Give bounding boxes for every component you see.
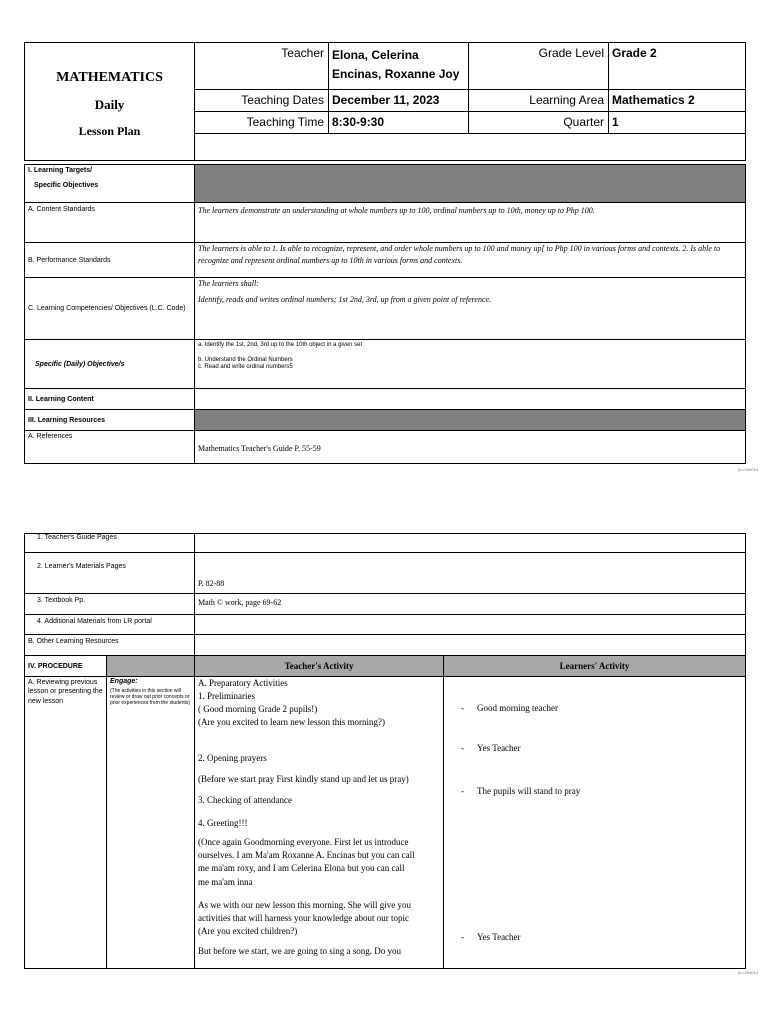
learner-line-2: - Yes Teacher — [461, 743, 521, 753]
page1-doc-id: (ILL006014 — [737, 467, 758, 472]
lm-pages-label: 2. Learner's Materials Pages — [25, 553, 195, 594]
engage-label: Engage: — [110, 678, 138, 685]
competencies-line2: Identify, reads and writes ordinal numbers; 1st 2nd, 3rd, up from a given point of reference. — [198, 295, 492, 305]
learning-content-label: II. Learning Content — [25, 389, 195, 410]
other-resources-value — [195, 635, 746, 656]
resources-procedure-table — [24, 533, 746, 969]
teaching-dates-value: December 11, 2023 — [329, 90, 469, 112]
objective-a: a. Identify the 1st, 2nd, 3rd up to the 10th object in a given set — [198, 342, 363, 348]
additional-materials-value — [195, 615, 746, 635]
objectives-table — [24, 164, 746, 464]
grade-level-label: Grade Level — [469, 43, 609, 90]
engage-note: (The activities in this section will review or draw out prior concepts or prior experiences from the students) — [110, 688, 191, 706]
teacher-line-15: (Are you excited children?) — [198, 925, 298, 936]
teacher-names — [329, 43, 469, 90]
learning-area-label: Learning Area — [469, 90, 609, 112]
teacher-name-1: Elona, Celerina — [332, 48, 419, 62]
learning-content-value — [195, 389, 746, 410]
textbook-label: 3. Textbook Pp. — [25, 594, 195, 615]
teacher-line-10: ourselves. I am Ma'am Roxanne A. Encinas but you can call — [198, 850, 415, 861]
competencies-cell — [195, 278, 746, 340]
objective-c: c. Read and write ordinal numbers5 — [198, 364, 293, 370]
teacher-line-6: (Before we start pray First kindly stand up and let us pray) — [198, 774, 409, 785]
content-standards-text: The learners demonstrate an understanding at whole numbers up to 100, ordinal numbers up to 10th, money up to Php 100. — [195, 203, 746, 243]
quarter-value: 1 — [609, 112, 746, 134]
teacher-line-1: A. Preparatory Activities — [198, 678, 288, 688]
learning-resources-shaded — [195, 410, 746, 431]
learning-area-value: Mathematics 2 — [609, 90, 746, 112]
teacher-line-9: (Once again Goodmorning everyone. First let us introduce — [198, 837, 409, 848]
references-text: Mathematics Teacher's Guide P. 55-59 — [195, 431, 746, 464]
procedure-shaded — [107, 656, 195, 677]
learner-line-4: - Yes Teacher — [461, 932, 521, 942]
header-empty-row — [195, 134, 746, 161]
tg-pages-value — [195, 534, 746, 553]
learner-activity-cell — [444, 677, 746, 969]
textbook-value: Math © work, page 69-62 — [195, 594, 746, 615]
content-standards-label: A. Content Standards — [25, 203, 195, 243]
teacher-line-2: 1. Preliminaries — [198, 691, 256, 702]
teacher-line-5: 2. Opening prayers — [198, 753, 267, 764]
teacher-line-3: ( Good morning Grade 2 pupils!) — [198, 704, 318, 715]
learner-line-1: - Good morning teacher — [461, 703, 558, 713]
references-label: A. References — [25, 431, 195, 464]
grade-level-value: Grade 2 — [609, 43, 746, 90]
reviewing-label: A. Reviewing previous lesson or presenting the new lesson — [25, 677, 107, 969]
page2-doc-id: (ILL006014 — [737, 970, 758, 975]
teacher-activity-cell — [195, 677, 444, 969]
learning-targets-line2: Specific Objectives — [34, 182, 99, 189]
performance-standards-label: B. Performance Standards — [25, 243, 195, 278]
title-daily: Daily — [94, 97, 125, 112]
learning-targets-line1: I. Learning Targets/ — [28, 167, 93, 174]
daily-objectives-label: Specific (Daily) Objective/s — [25, 340, 195, 389]
quarter-label: Quarter — [469, 112, 609, 134]
title-lesson-plan: Lesson Plan — [78, 124, 141, 138]
competencies-line1: The learners shall: — [198, 279, 259, 288]
teacher-name-2: Encinas, Roxanne Joy — [332, 67, 460, 81]
learners-activity-header: Learners' Activity — [444, 656, 746, 677]
tg-pages-label: 1. Teacher's Guide Pages — [25, 534, 195, 553]
competencies-label: C. Learning Competencies/ Objectives (L.C. Code) — [25, 278, 195, 340]
objective-b: b. Understand the Ordinal Numbers — [198, 356, 293, 363]
other-resources-label: B. Other Learning Resources — [25, 635, 195, 656]
learning-resources-label: III. Learning Resources — [25, 410, 195, 431]
title-mathematics: MATHEMATICS — [56, 70, 163, 85]
header-table — [24, 42, 746, 161]
teacher-line-12: me ma'am inna — [198, 876, 253, 887]
engage-cell — [107, 677, 195, 969]
teacher-line-8: 4. Greeting!!! — [198, 818, 248, 829]
learning-targets-shaded — [195, 165, 746, 203]
teaching-time-value: 8:30-9:30 — [329, 112, 469, 134]
teacher-line-16: But before we start, we are going to sing a song. Do you — [198, 945, 401, 956]
performance-standards-text: The learners is able to 1. Is able to recognize, represent, and order whole numbers up to 100 and money up[ to Php 100 in various forms and contexts. 2. Is able to recognize and represent ordinal numbers up to 10th in various forms and contexts. — [195, 243, 746, 278]
teachers-activity-header: Teacher's Activity — [195, 656, 444, 677]
title-block — [25, 43, 195, 161]
teacher-label: Teacher — [195, 43, 329, 90]
teaching-dates-label: Teaching Dates — [195, 90, 329, 112]
daily-objectives-cell — [195, 340, 746, 389]
teacher-line-11: me ma'am roxy, and I am Celerina Elona but you can call — [198, 863, 405, 874]
lesson-plan-page-1 — [0, 0, 768, 500]
teacher-line-14: activities that will harness your knowledge about our topic — [198, 912, 409, 923]
teacher-line-4: (Are you excited to learn new lesson this morning?) — [198, 717, 385, 728]
lm-pages-value: P. 82-88 — [195, 553, 746, 594]
teacher-line-13: As we with our new lesson this morning. She will give you — [198, 899, 412, 910]
learning-targets-label — [25, 165, 195, 203]
learner-line-3: - The pupils will stand to pray — [461, 786, 581, 796]
teaching-time-label: Teaching Time — [195, 112, 329, 134]
lesson-plan-page-2 — [0, 500, 768, 1024]
procedure-label: IV. PROCEDURE — [25, 656, 107, 677]
teacher-line-7: 3. Checking of attendance — [198, 795, 292, 806]
additional-materials-label: 4. Additional Materials from LR portal — [25, 615, 195, 635]
